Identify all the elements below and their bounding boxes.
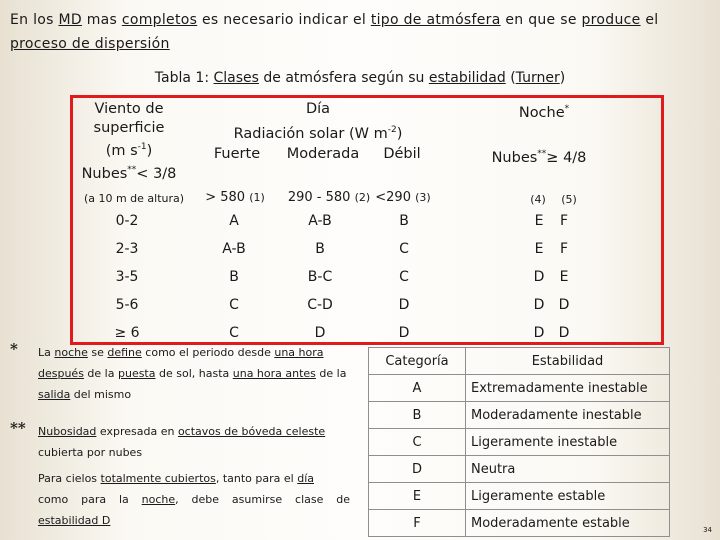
intro-text: en que se	[500, 12, 582, 28]
stability-class-cell: E	[534, 213, 544, 229]
intro-text: es necesario indicar el	[197, 12, 371, 28]
stability-class-cell: E	[559, 269, 569, 285]
note-line	[38, 342, 360, 363]
night-clouds-text: ≥ 4/8	[546, 149, 587, 166]
wind-units-text: )	[146, 142, 153, 159]
note-line	[38, 384, 360, 405]
night-header	[519, 100, 569, 123]
wind-units-sup: -1	[137, 142, 147, 152]
stability-description-cell: Ligeramente inestable	[466, 429, 670, 456]
radiation-text: )	[396, 125, 403, 142]
note-underlined: noche	[141, 493, 176, 506]
stability-table-body	[369, 375, 670, 537]
stability-description-cell: Moderadamente estable	[466, 510, 670, 537]
note-text: como para la	[38, 493, 142, 506]
wind-header-clouds	[82, 161, 177, 184]
wind-header-line: superficie	[93, 120, 165, 136]
note-text: se	[87, 346, 108, 359]
note-text: como el periodo desde	[141, 346, 275, 359]
caption-underlined: Turner	[515, 70, 560, 86]
caption-text: de atmósfera según su	[258, 70, 429, 86]
note-text: expresada en	[96, 425, 178, 438]
note-text: , tanto para el	[215, 472, 298, 485]
stability-row	[369, 483, 670, 510]
stability-row	[369, 510, 670, 537]
stability-class-cell: D	[533, 325, 545, 341]
night-note-4: (4)	[530, 193, 546, 206]
stability-row	[369, 456, 670, 483]
weak-header: Débil	[383, 146, 421, 162]
intro-paragraph	[10, 8, 712, 56]
stability-category-cell: B	[369, 402, 466, 429]
range-moderate	[288, 190, 370, 205]
note-underlined: día	[297, 472, 314, 485]
stability-description-cell: Ligeramente estable	[466, 483, 670, 510]
stability-class-cell: D	[398, 297, 410, 313]
clouds-text: Nubes	[81, 165, 128, 182]
note-line	[38, 510, 350, 531]
night-clouds-text: Nubes	[491, 149, 538, 166]
intro-underlined: MD	[58, 12, 82, 28]
night-clouds-header	[492, 145, 587, 168]
intro-underlined: tipo de atmósfera	[370, 12, 501, 28]
wind-header	[82, 100, 177, 184]
stability-category-cell: C	[369, 429, 466, 456]
wind-speed-cell: 5-6	[115, 297, 139, 313]
night-sup: *	[564, 104, 570, 114]
stability-category-cell: D	[369, 456, 466, 483]
clouds-text: < 3/8	[136, 165, 177, 182]
stability-class-cell: A-B	[222, 241, 246, 257]
wind-speed-cell: 2-3	[115, 241, 139, 257]
note-text: de la	[83, 367, 118, 380]
stability-class-cell: A-B	[308, 213, 332, 229]
range-note: (1)	[249, 191, 265, 204]
radiation-sup: -2	[387, 125, 397, 135]
stability-header-stability: Estabilidad	[466, 348, 670, 375]
wind-header-units	[82, 138, 177, 161]
strong-header: Fuerte	[213, 146, 261, 162]
caption-text: Tabla 1:	[154, 70, 214, 86]
stability-class-cell: C	[399, 241, 409, 257]
range-strong	[205, 190, 265, 205]
intro-underlined: produce	[581, 12, 641, 28]
stability-class-cell: D	[533, 297, 545, 313]
wind-speed-cell: 0-2	[115, 213, 139, 229]
stability-category-cell: F	[369, 510, 466, 537]
wind-units-text: (m s	[105, 142, 138, 159]
stability-class-cell: F	[559, 213, 569, 229]
wind-height-note: (a 10 m de altura)	[83, 192, 185, 205]
intro-text: mas	[81, 12, 122, 28]
stability-table	[368, 347, 670, 537]
note-line: cubierta por nubes	[38, 446, 143, 459]
stability-class-cell: C	[229, 297, 239, 313]
stability-row	[369, 402, 670, 429]
stability-class-cell: D	[314, 325, 326, 341]
stability-header-category: Categoría	[369, 348, 466, 375]
note-underlined: estabilidad D	[38, 514, 111, 527]
range-note: (3)	[415, 191, 431, 204]
stability-class-cell: A	[229, 213, 239, 229]
note-underlined: totalmente cubiertos	[100, 472, 216, 485]
note-line	[38, 363, 360, 384]
note-underlined: salida	[38, 388, 71, 401]
note-underlined: una hora	[274, 346, 324, 359]
stability-description-cell: Moderadamente inestable	[466, 402, 670, 429]
intro-text: En los	[10, 12, 59, 28]
table-caption	[0, 70, 720, 86]
night-note-5: (5)	[561, 193, 577, 206]
note-text: Para cielos	[38, 472, 101, 485]
note-cloudiness	[10, 421, 350, 531]
note-underlined: una hora antes	[232, 367, 316, 380]
stability-category-cell: A	[369, 375, 466, 402]
stability-description-cell: Extremadamente inestable	[466, 375, 670, 402]
wind-speed-cell: 3-5	[115, 269, 139, 285]
stability-class-cell: D	[533, 269, 545, 285]
stability-row	[369, 375, 670, 402]
note-underlined: define	[107, 346, 142, 359]
range-value: <290	[375, 190, 411, 205]
wind-speed-cell: ≥ 6	[114, 325, 140, 341]
night-text: Noche	[518, 104, 565, 121]
stability-class-cell: D	[398, 325, 410, 341]
caption-underlined: Clases	[213, 70, 259, 86]
note-line	[38, 468, 350, 489]
note-underlined: puesta	[117, 367, 156, 380]
note-underlined: Nubosidad	[38, 425, 97, 438]
clouds-sup: **	[127, 164, 137, 175]
note-text: del mismo	[70, 388, 132, 401]
range-value: 290 - 580	[287, 190, 351, 205]
radiation-text: Radiación solar (W m	[233, 125, 388, 142]
range-value: > 580	[205, 190, 246, 205]
note-underlined: noche	[54, 346, 88, 359]
caption-underlined: estabilidad	[428, 70, 506, 86]
note-text: La	[38, 346, 55, 359]
stability-class-cell: B	[315, 241, 325, 257]
note-text: , debe asumirse clase de	[175, 493, 351, 506]
stability-class-cell: B-C	[307, 269, 333, 285]
range-note: (2)	[354, 191, 371, 204]
stability-class-cell: F	[559, 241, 569, 257]
stability-row	[369, 429, 670, 456]
stability-class-cell: E	[534, 241, 544, 257]
intro-text: el	[640, 12, 659, 28]
note-text: de sol, hasta	[155, 367, 233, 380]
moderate-header: Moderada	[286, 146, 360, 162]
note-line	[38, 421, 350, 442]
intro-underlined: completos	[121, 12, 198, 28]
night-clouds-sup: **	[537, 149, 547, 159]
wind-header-line: Viento de	[94, 101, 164, 117]
note-underlined: octavos de bóveda celeste	[177, 425, 326, 438]
note-text: de la	[315, 367, 347, 380]
page-number: 34	[703, 526, 712, 534]
stability-header-row	[369, 348, 670, 375]
note-underlined: después	[38, 367, 84, 380]
stability-class-cell: B	[229, 269, 239, 285]
note-line	[38, 489, 350, 510]
note-asterisk: *	[10, 340, 18, 358]
note-double-asterisk: **	[10, 419, 26, 437]
note-night	[10, 342, 360, 405]
stability-class-cell: D	[558, 297, 570, 313]
range-weak	[375, 190, 430, 205]
stability-description-cell: Neutra	[466, 456, 670, 483]
intro-underlined: proceso de dispersión	[10, 36, 170, 52]
stability-category-cell: E	[369, 483, 466, 510]
day-header: Día	[305, 101, 331, 117]
stability-class-cell: D	[558, 325, 570, 341]
stability-class-cell: C-D	[307, 297, 333, 313]
solar-radiation-header	[234, 121, 403, 144]
stability-class-cell: B	[399, 213, 409, 229]
stability-class-cell: C	[229, 325, 239, 341]
caption-text: )	[559, 70, 566, 86]
stability-class-cell: C	[399, 269, 409, 285]
caption-text: (	[505, 70, 516, 86]
